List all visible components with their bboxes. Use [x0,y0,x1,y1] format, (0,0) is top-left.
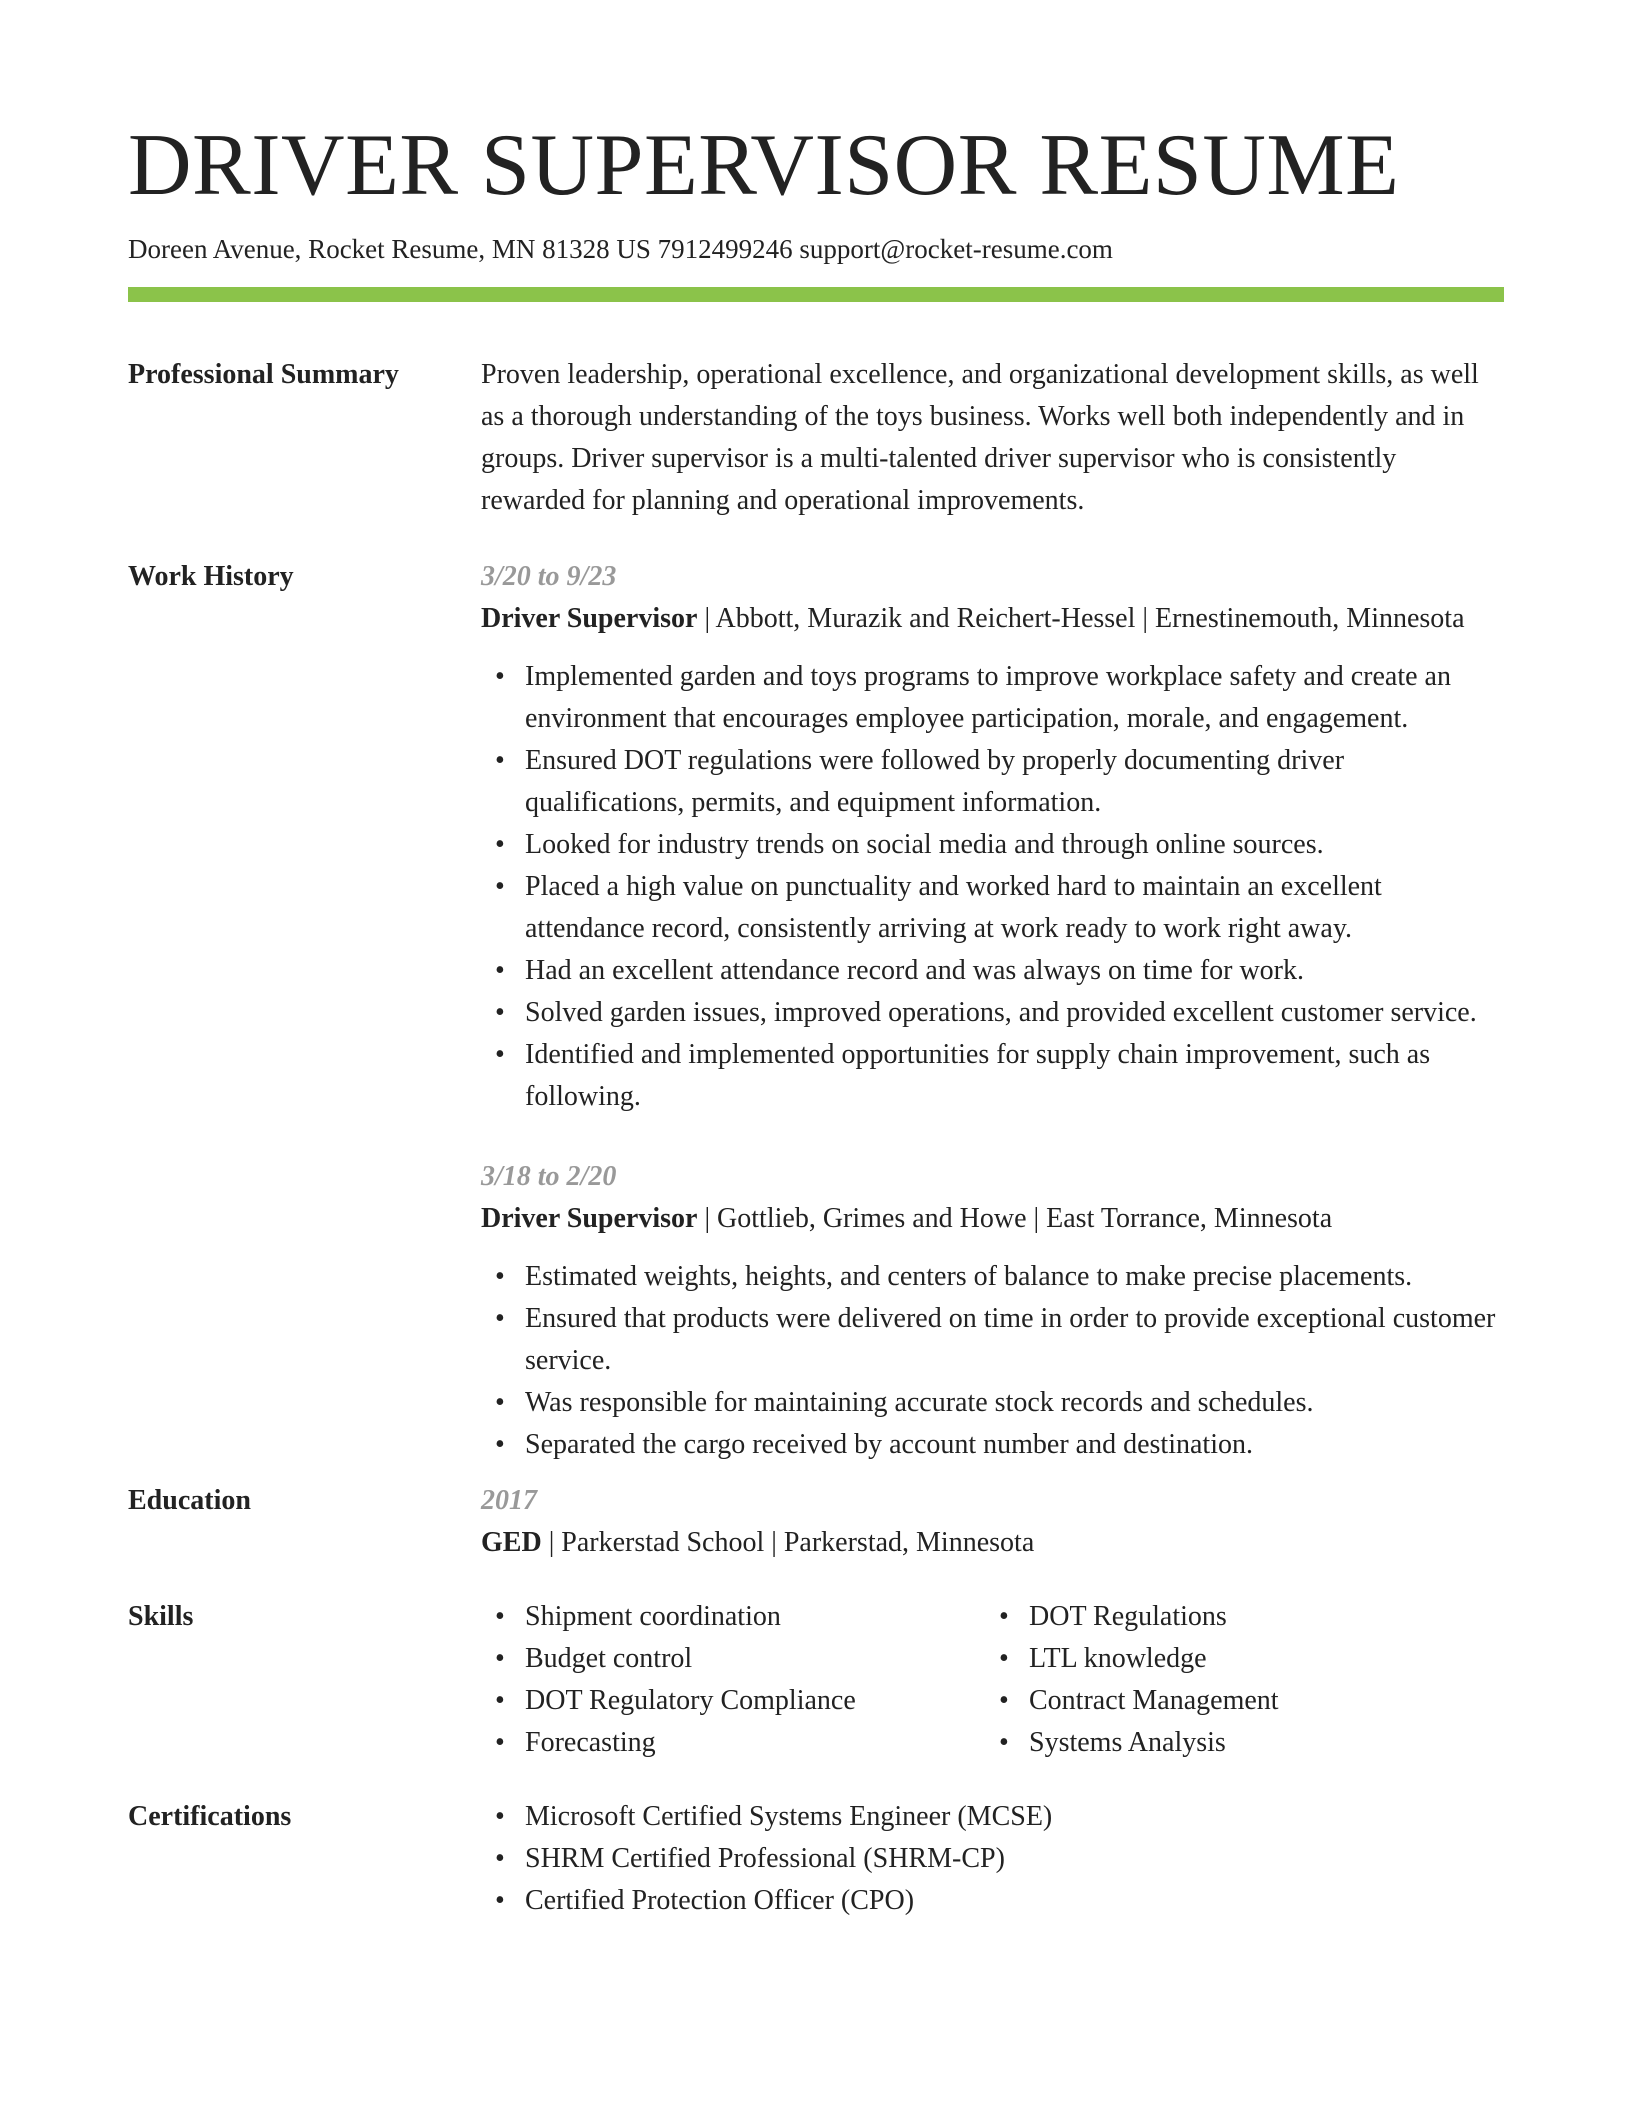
certifications-label: Certifications [128,1801,292,1833]
list-item [481,1034,1504,1118]
resume-sections [128,354,1504,1922]
list-item [481,1722,985,1764]
bullet-icon: • [495,1727,505,1759]
skill-text: LTL knowledge [1029,1643,1207,1675]
bullet-icon: • [495,661,505,693]
bullet-icon: • [495,871,505,903]
list-item [481,1382,1504,1424]
bullet-text: Implemented garden and toys programs to improve workplace safety and create an environment that encourages employee participation, morale, and engagement. [525,661,1451,735]
skill-text: DOT Regulations [1029,1601,1227,1633]
certifications-body [481,1796,1504,1922]
list-item [481,1424,1504,1466]
summary-section [128,354,1504,522]
bullet-text: Identified and implemented opportunities for supply chain improvement, such as following. [525,1039,1431,1113]
certification-text: Certified Protection Officer (CPO) [525,1885,915,1917]
skills-label: Skills [128,1601,194,1633]
bullet-icon: • [999,1727,1009,1759]
job-title-line [481,598,1504,640]
work-history-body [481,556,1504,1466]
job-title: Driver Supervisor [481,603,698,635]
bullet-icon: • [495,955,505,987]
list-item [481,1596,985,1638]
bullet-text: Solved garden issues, improved operations, and provided excellent customer service. [525,997,1477,1029]
list-item [481,992,1504,1034]
skill-text: Budget control [525,1643,693,1675]
contact-line: Doreen Avenue, Rocket Resume, MN 81328 US 7912499246 support@rocket-resume.com [128,233,1113,264]
list-item [481,950,1504,992]
skill-text: Shipment coordination [525,1601,781,1633]
summary-text: Proven leadership, operational excellence, and organizational development skills, as well as a thorough understanding of the toys business. Works well both independently and in groups. Driver supervisor is a multi-talented driver supervisor who is consistently rewarded for planning and operational improvements. [481,359,1479,517]
skills-section [128,1596,1504,1764]
job-title-line [481,1198,1504,1240]
education-year: 2017 [481,1485,537,1517]
job-entry [481,1156,1504,1466]
certifications-section [128,1796,1504,1922]
list-item [481,740,1504,824]
bullet-icon: • [495,997,505,1029]
bullet-icon: • [999,1685,1009,1717]
bullet-icon: • [495,1261,505,1293]
bullet-icon: • [999,1601,1009,1633]
bullet-text: Looked for industry trends on social media and through online sources. [525,829,1324,861]
list-item [985,1722,1489,1764]
skill-text: DOT Regulatory Compliance [525,1685,856,1717]
job-employer-details: | Abbott, Murazik and Reichert-Hessel | Ernestinemouth, Minnesota [697,603,1465,635]
bullet-icon: • [495,829,505,861]
job-entry [481,556,1504,1118]
job-title: Driver Supervisor [481,1203,698,1235]
bullet-icon: • [495,1643,505,1675]
bullet-icon: • [495,1387,505,1419]
work-history-section [128,556,1504,1466]
list-item [481,656,1504,740]
list-item [481,866,1504,950]
list-item [985,1596,1489,1638]
skills-body [481,1596,1504,1764]
certification-text: Microsoft Certified Systems Engineer (MCSE) [525,1801,1053,1833]
bullet-text: Was responsible for maintaining accurate stock records and schedules. [525,1387,1314,1419]
list-item [481,1680,985,1722]
skill-text: Forecasting [525,1727,656,1759]
bullet-icon: • [495,1685,505,1717]
accent-divider [128,287,1504,302]
list-item [481,1796,1504,1838]
job-employer-details: | Gottlieb, Grimes and Howe | East Torrance, Minnesota [697,1203,1333,1235]
skill-text: Systems Analysis [1029,1727,1226,1759]
certification-text: SHRM Certified Professional (SHRM-CP) [525,1843,1005,1875]
bullet-text: Ensured DOT regulations were followed by properly documenting driver qualifications, permits, and equipment information. [525,745,1345,819]
skills-column-right [985,1596,1489,1764]
bullet-icon: • [495,1039,505,1071]
bullet-text: Estimated weights, heights, and centers of balance to make precise placements. [525,1261,1413,1293]
list-item [985,1680,1489,1722]
bullet-text: Placed a high value on punctuality and worked hard to maintain an excellent attendance record, consistently arriving at work ready to work right away. [525,871,1382,945]
list-item [481,824,1504,866]
summary-label: Professional Summary [128,359,399,391]
list-item [481,1880,1504,1922]
list-item [481,1638,985,1680]
education-school-details: | Parkerstad School | Parkerstad, Minnesota [541,1527,1035,1559]
bullet-icon: • [495,1601,505,1633]
job-bullet-list [481,656,1504,1118]
bullet-icon: • [495,1843,505,1875]
education-line [481,1522,1504,1564]
bullet-icon: • [495,745,505,777]
bullet-text: Separated the cargo received by account number and destination. [525,1429,1253,1461]
bullet-text: Had an excellent attendance record and was always on time for work. [525,955,1305,987]
job-dates: 3/20 to 9/23 [481,561,617,593]
summary-body [481,354,1504,522]
bullet-icon: • [999,1643,1009,1675]
list-item [985,1638,1489,1680]
bullet-icon: • [495,1429,505,1461]
work-history-label: Work History [128,561,294,593]
skills-column-left [481,1596,985,1764]
list-item [481,1298,1504,1382]
list-item [481,1256,1504,1298]
bullet-text: Ensured that products were delivered on time in order to provide exceptional customer service. [525,1303,1496,1377]
list-item [481,1838,1504,1880]
job-dates: 3/18 to 2/20 [481,1161,617,1193]
page-title: DRIVER SUPERVISOR RESUME [128,117,1400,214]
job-bullet-list [481,1256,1504,1466]
education-label: Education [128,1485,251,1517]
education-section [128,1480,1504,1564]
skill-text: Contract Management [1029,1685,1279,1717]
skills-grid [481,1596,1504,1764]
bullet-icon: • [495,1801,505,1833]
certifications-list [481,1796,1504,1922]
bullet-icon: • [495,1303,505,1335]
bullet-icon: • [495,1885,505,1917]
education-body [481,1480,1504,1564]
education-degree: GED [481,1527,542,1559]
